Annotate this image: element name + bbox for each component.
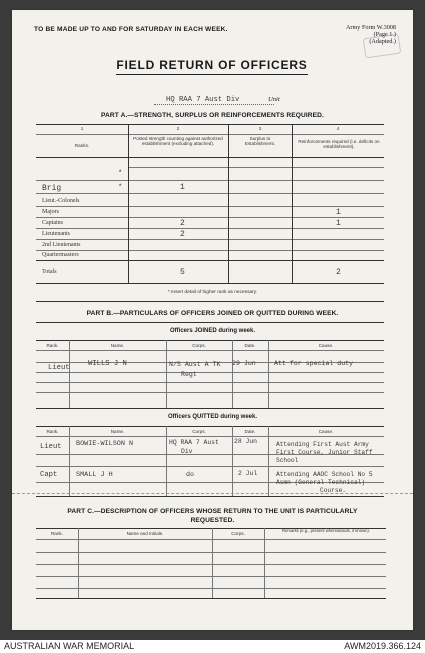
quitted-0-corps: HQ RAA 7 Aust <box>169 439 219 446</box>
instruction-text: TO BE MADE UP TO AND FOR SATURDAY IN EACH WEEK. <box>34 26 228 33</box>
row-2-rank: Lieut.-Colonels <box>42 198 80 204</box>
form-adapted: (Adapted.) <box>369 38 396 45</box>
col-num-3: 3 <box>258 126 262 131</box>
quitted-0-cause3: School <box>276 457 299 464</box>
quitted-0-name: BOWIE-WILSON N <box>76 440 134 448</box>
row-5-rank: Lieutenants <box>42 231 70 237</box>
form-page: (Page 1.) <box>373 31 396 38</box>
col-header-posted: Posted strength counting against authorized establishment (excluding attached). <box>133 136 223 147</box>
quitted-col-date: Date. <box>244 429 256 434</box>
row-4-rank: Captains <box>42 220 63 226</box>
col-num-1: 1 <box>80 126 84 131</box>
part-a-footnote: * Insert detail of higher rank as necessary. <box>167 290 258 295</box>
joined-table <box>36 340 384 410</box>
row-4-posted: 2 <box>180 219 185 228</box>
row-1-posted: 1 <box>180 183 185 192</box>
joined-col-rank: Rank. <box>46 343 59 348</box>
quitted-0-corps2: Div <box>181 448 193 455</box>
col-header-surplus: Surplus to Establishment. <box>244 136 276 147</box>
fold-line <box>12 493 413 494</box>
title-underline <box>116 74 308 75</box>
quitted-0-rank: Lieut <box>40 443 62 451</box>
row-1-star: * <box>118 184 123 192</box>
joined-0-corps2: Regt <box>181 371 197 378</box>
joined-0-name: WILLS J N <box>88 360 127 368</box>
part-c-heading-line1: PART C.—DESCRIPTION OF OFFICERS WHOSE RETURN TO THE UNIT IS PARTICULARLY <box>67 508 358 515</box>
unit-label: Unit <box>268 96 280 103</box>
form-title: FIELD RETURN OF OFFICERS <box>116 58 308 72</box>
row-5-posted: 2 <box>180 230 185 239</box>
quitted-0-cause2: First Course, Junior Staff <box>276 449 373 456</box>
joined-col-cause: Cause. <box>318 343 334 348</box>
col-num-4: 4 <box>336 126 340 131</box>
part-b-heading: PART B.—PARTICULARS OF OFFICERS JOINED OR QUITTED DURING WEEK. <box>86 310 339 317</box>
document-page <box>12 10 413 630</box>
joined-col-corps: Corps. <box>192 343 206 348</box>
part-c-col-corps: Corps. <box>231 531 245 536</box>
joined-col-date: Date. <box>244 343 256 348</box>
col-header-reinforcements: Reinforcements required (i.e. deficits on establishment). <box>298 139 380 150</box>
totals-posted: 5 <box>180 268 185 277</box>
quitted-col-rank: Rank. <box>46 429 59 434</box>
joined-col-name: Name. <box>110 343 125 348</box>
row-4-reinf: 1 <box>336 219 341 228</box>
quitted-1-cause: Attending AAOC School No 5 <box>276 471 373 478</box>
row-3-rank: Majors <box>42 209 59 215</box>
unit-dotted-line <box>154 104 274 105</box>
part-c-col-remarks: Remarks (e.g., present whereabouts, if known). <box>282 528 370 533</box>
part-c-table <box>36 528 386 598</box>
quitted-col-cause: Cause. <box>318 429 334 434</box>
part-c-col-rank: Rank. <box>50 531 63 536</box>
row-7-rank: Quartermasters <box>42 252 79 258</box>
joined-0-rank: Lieut <box>48 364 70 372</box>
joined-0-date: 29 Jun <box>232 360 256 367</box>
joined-0-cause: Att for special duty <box>274 360 354 367</box>
part-a-table <box>36 124 384 284</box>
quitted-1-corps: do <box>186 471 194 478</box>
footer-accession-number: AWM2019.366.124 <box>344 641 421 651</box>
quitted-col-name: Name. <box>110 429 125 434</box>
quitted-col-corps: Corps. <box>192 429 206 434</box>
quitted-1-cause2: Asmn (General Technical) <box>276 479 366 486</box>
quitted-1-date: 2 Jul <box>238 470 258 477</box>
row-1-rank: Brig <box>42 184 62 193</box>
totals-label: Totals <box>42 269 57 275</box>
row-6-rank: 2nd Lieutenants <box>42 242 81 248</box>
footer-institution: AUSTRALIAN WAR MEMORIAL <box>4 641 135 651</box>
totals-reinf: 2 <box>336 268 341 277</box>
part-c-heading-line2: REQUESTED. <box>190 517 235 524</box>
quitted-0-date: 28 Jun <box>234 438 258 445</box>
quitted-1-name: SMALL J H <box>76 471 113 479</box>
part-a-heading: PART A.—STRENGTH, SURPLUS OR REINFORCEMENTS REQUIRED. <box>101 112 324 119</box>
joined-0-corps: N/S Aust A TK <box>169 361 221 368</box>
quitted-table <box>36 426 384 498</box>
quitted-1-cause3: Course. <box>320 487 346 494</box>
col-header-ranks: Ranks. <box>74 143 90 148</box>
col-num-2: 2 <box>176 126 180 131</box>
form-number: Army Form W.3008 <box>345 24 396 31</box>
faint-stamp <box>363 34 401 59</box>
quitted-0-cause: Attending First Aust Army <box>276 441 369 448</box>
joined-heading: Officers JOINED during week. <box>169 328 256 334</box>
row-3-reinf: 1 <box>336 208 341 217</box>
part-c-col-name: Name and Initials. <box>126 531 164 536</box>
row-0-star: * <box>118 170 123 178</box>
part-c-heading <box>32 507 393 525</box>
quitted-1-rank: Capt <box>40 471 58 479</box>
unit-value: HQ RAA 7 Aust Div <box>166 96 240 104</box>
quitted-heading: Officers QUITTED during week. <box>167 414 257 420</box>
